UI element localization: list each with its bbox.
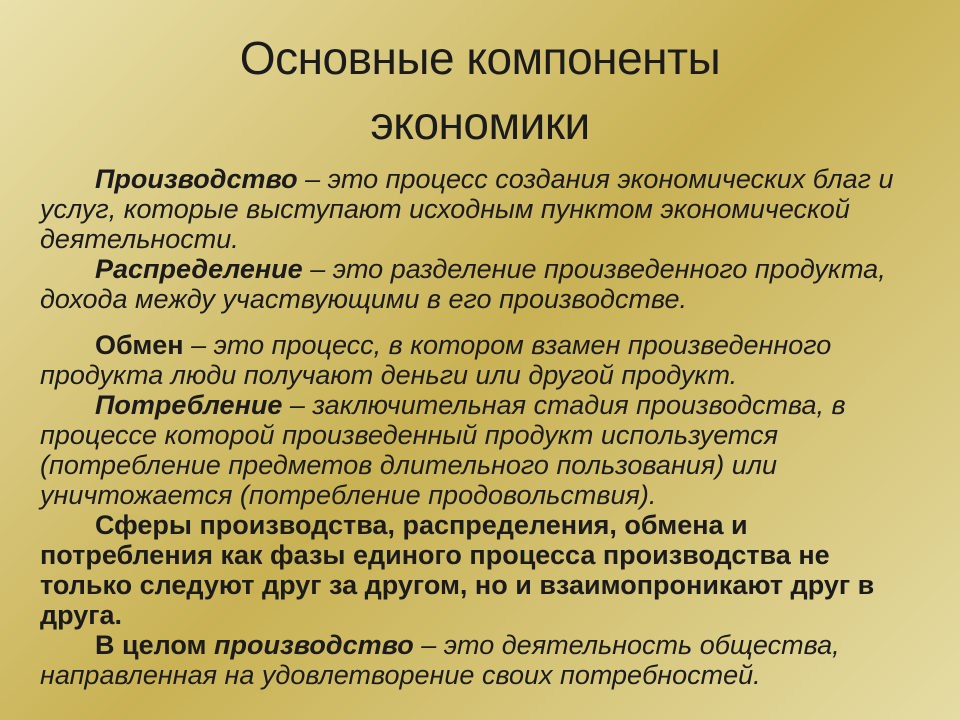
paragraph-production xyxy=(40,164,922,254)
definition-exchange: – это процесс, в котором взамен произведенного продукта люди получают деньги или другой продукт. xyxy=(40,330,832,390)
paragraph-spheres xyxy=(40,510,922,630)
keyword-consumption: Потребление xyxy=(95,390,283,420)
overall-leadin: В целом xyxy=(95,630,215,660)
paragraph-exchange xyxy=(40,330,922,390)
keyword-exchange: Обмен xyxy=(95,330,184,360)
keyword-distribution: Распределение xyxy=(95,254,303,284)
keyword-production: Производство xyxy=(95,164,298,194)
definition-consumption: – заключительная стадия производства, в процессе которой произведенный продукт используется (потребление предметов длительного пользования) или уничтожается (потребление продовольствия). xyxy=(40,390,846,510)
paragraph-distribution xyxy=(40,254,922,314)
paragraph-overall xyxy=(40,630,922,690)
spheres-text: Сферы производства, распределения, обмена и потребления как фазы единого процесса производства не только следуют друг за другом, но и взаимопроникают друг в друга. xyxy=(40,510,875,630)
slide-title: Основные компоненты экономики xyxy=(239,32,721,149)
slide-body-text xyxy=(0,164,960,690)
definition-distribution: – это разделение произведенного продукта, дохода между участвующими в его производстве. xyxy=(40,254,886,314)
keyword-overall-production: производство xyxy=(214,630,414,660)
paragraph-consumption xyxy=(40,390,922,510)
definition-overall: – это деятельность общества, направленная на удовлетворение своих потребностей. xyxy=(40,630,840,690)
definition-production: – это процесс создания экономических благ и услуг, которые выступают исходным пунктом экономической деятельности. xyxy=(40,164,894,254)
